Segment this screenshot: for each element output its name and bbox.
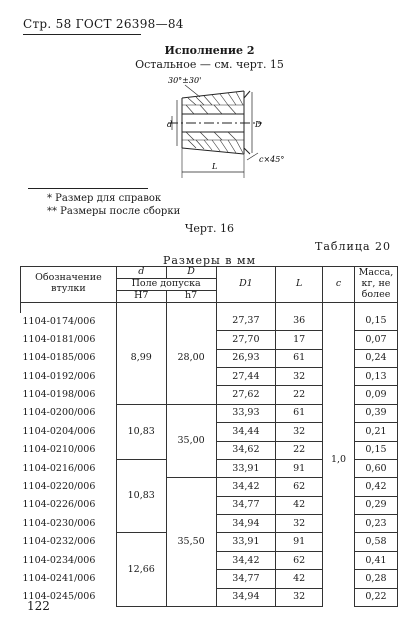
cell-D1: 34,94 — [216, 588, 276, 606]
cell-mass: 0,21 — [354, 423, 397, 441]
variant-subtitle: Остальное — см. черт. 15 — [135, 58, 284, 71]
cell-L: 62 — [276, 478, 323, 496]
cell-designation: 1104-0185/006 — [21, 349, 117, 367]
cell-designation: 1104-0232/006 — [21, 533, 117, 551]
col-c: c — [323, 267, 355, 303]
drawing-D-label: D — [255, 120, 262, 129]
cell-designation: 1104-0216/006 — [21, 459, 117, 477]
cell-L: 61 — [276, 404, 323, 422]
cell-designation: 1104-0220/006 — [21, 478, 117, 496]
cell-D1: 34,77 — [216, 570, 276, 588]
cell-mass: 0,39 — [354, 404, 397, 422]
col-d: d — [116, 267, 166, 279]
table-body — [21, 302, 398, 606]
col-tolerance: Поле допуска — [116, 278, 216, 290]
cell-D: 35,00 — [166, 404, 216, 478]
cell-d: 10,83 — [116, 404, 166, 459]
cell-D: 35,50 — [166, 478, 216, 607]
cell-designation: 1104-0198/006 — [21, 386, 117, 404]
cell-D1: 34,42 — [216, 551, 276, 569]
drawing-angle-label: 30°±30' — [168, 76, 202, 85]
col-h7-d: H7 — [116, 290, 166, 302]
cell-d: 10,83 — [116, 459, 166, 533]
units-caption: Размеры в мм — [162, 254, 257, 267]
cell-L: 17 — [276, 331, 323, 349]
cell-L: 36 — [276, 313, 323, 331]
cell-L: 32 — [276, 423, 323, 441]
cell-L: 22 — [276, 386, 323, 404]
sizes-table — [20, 266, 398, 607]
footnote-1: * Размер для справок — [47, 193, 162, 204]
cell-D1: 27,44 — [216, 367, 276, 385]
cell-mass: 0,13 — [354, 367, 397, 385]
cell-L: 22 — [276, 441, 323, 459]
col-D1: D1 — [216, 267, 276, 303]
footnote-rule — [28, 188, 148, 189]
cell-d: 8,99 — [116, 313, 166, 404]
col-h7-D: h7 — [166, 290, 216, 302]
cell-mass: 0,23 — [354, 515, 397, 533]
cell-D1: 34,94 — [216, 515, 276, 533]
cell-L: 32 — [276, 367, 323, 385]
cell-designation: 1104-0210/006 — [21, 441, 117, 459]
cell-mass: 0,60 — [354, 459, 397, 477]
cell-L: 42 — [276, 496, 323, 514]
cell-designation: 1104-0241/006 — [21, 570, 117, 588]
cell-mass: 0,15 — [354, 441, 397, 459]
col-L: L — [276, 267, 323, 303]
cell-mass: 0,41 — [354, 551, 397, 569]
cell-designation: 1104-0200/006 — [21, 404, 117, 422]
cell-mass: 0,42 — [354, 478, 397, 496]
footnote-2: ** Размеры после сборки — [47, 206, 181, 217]
cell-c: 1,0 — [323, 313, 355, 607]
col-D: D — [166, 267, 216, 279]
cell-designation: 1104-0234/006 — [21, 551, 117, 569]
figure-caption: Черт. 16 — [184, 222, 235, 235]
cell-designation: 1104-0192/006 — [21, 367, 117, 385]
cell-D: 28,00 — [166, 313, 216, 404]
cell-designation: 1104-0174/006 — [21, 313, 117, 331]
cell-L: 61 — [276, 349, 323, 367]
cell-L: 62 — [276, 551, 323, 569]
cell-L: 32 — [276, 515, 323, 533]
header-text: Стр. 58 ГОСТ 26398—84 — [23, 17, 184, 31]
cell-mass: 0,22 — [354, 588, 397, 606]
cell-mass: 0,09 — [354, 386, 397, 404]
cell-mass: 0,58 — [354, 533, 397, 551]
cell-mass: 0,28 — [354, 570, 397, 588]
cell-L: 42 — [276, 570, 323, 588]
table-label: Таблица 20 — [315, 240, 391, 253]
cell-D1: 27,70 — [216, 331, 276, 349]
table-row — [21, 313, 398, 331]
cell-D1: 34,42 — [216, 478, 276, 496]
cell-D1: 34,44 — [216, 423, 276, 441]
cell-mass: 0,29 — [354, 496, 397, 514]
cell-D1: 33,93 — [216, 404, 276, 422]
cell-designation: 1104-0245/006 — [21, 588, 117, 606]
cell-D1: 33,91 — [216, 533, 276, 551]
cell-L: 32 — [276, 588, 323, 606]
cell-designation: 1104-0181/006 — [21, 331, 117, 349]
cell-mass: 0,24 — [354, 349, 397, 367]
col-designation: Обозначение втулки — [21, 267, 117, 303]
cell-D1: 26,93 — [216, 349, 276, 367]
drawing-top-taper — [182, 91, 244, 98]
cell-L: 91 — [276, 533, 323, 551]
cell-D1: 27,37 — [216, 313, 276, 331]
cell-mass: 0,07 — [354, 331, 397, 349]
cell-mass: 0,15 — [354, 313, 397, 331]
drawing-L-label: L — [212, 162, 218, 171]
cell-L: 91 — [276, 459, 323, 477]
cell-designation: 1104-0226/006 — [21, 496, 117, 514]
cell-designation: 1104-0230/006 — [21, 515, 117, 533]
drawing-d-label: d — [167, 120, 173, 129]
cell-D1: 33,91 — [216, 459, 276, 477]
variant-title: Исполнение 2 — [164, 44, 255, 57]
drawing-chamfer-label: c×45° — [259, 155, 285, 164]
cell-D1: 34,77 — [216, 496, 276, 514]
cell-D1: 34,62 — [216, 441, 276, 459]
cell-d: 12,66 — [116, 533, 166, 607]
cell-designation: 1104-0204/006 — [21, 423, 117, 441]
page-number: 122 — [27, 599, 50, 613]
col-mass: Масса, кг, не более — [354, 267, 397, 303]
cell-D1: 27,62 — [216, 386, 276, 404]
